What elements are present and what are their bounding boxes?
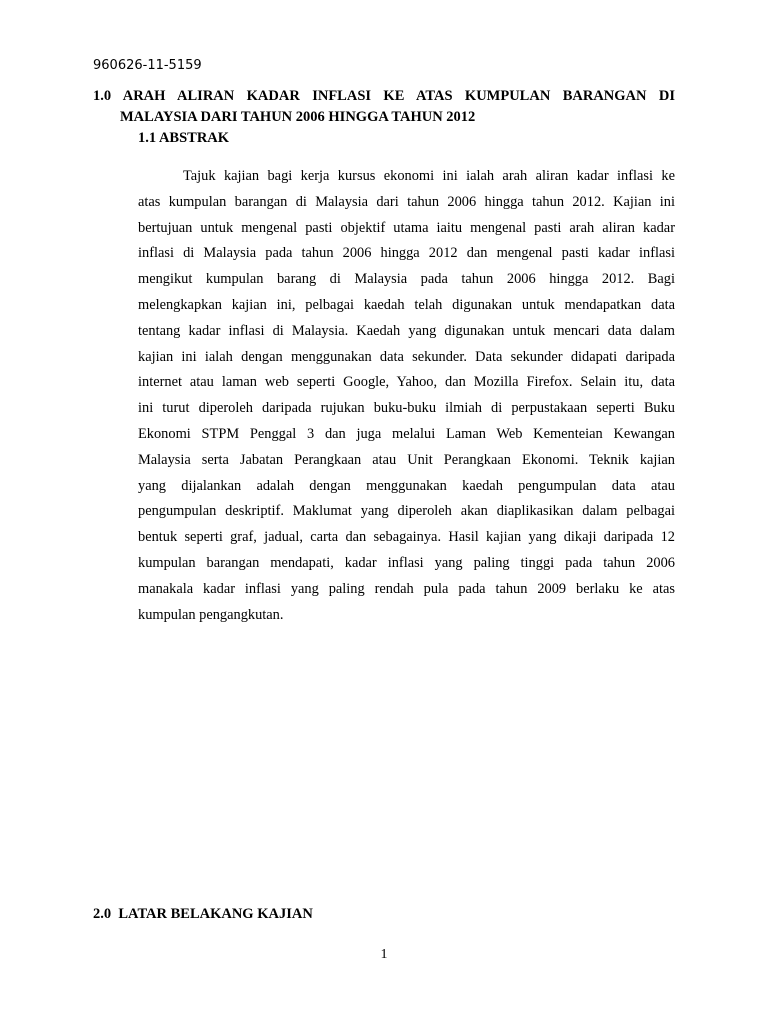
abstract-paragraph xyxy=(138,164,675,628)
student-id: 960626-11-5159 xyxy=(93,58,202,73)
section-1-title-line-2: MALAYSIA DARI TAHUN 2006 HINGGA TAHUN 2012 xyxy=(120,109,476,125)
abstract-line: ini turut diperoleh daripada rujukan buku-buku ilmiah di perpustakaan seperti Buku xyxy=(138,400,675,417)
abstract-line: mengikut kumpulan barang di Malaysia pada tahun 2006 hingga 2012. Bagi xyxy=(138,271,675,288)
section-2-number: 2.0 xyxy=(93,906,112,922)
abstract-line: Tajuk kajian bagi kerja kursus ekonomi ini ialah arah aliran kadar inflasi ke xyxy=(183,168,675,184)
section-2-title: LATAR BELAKANG KAJIAN xyxy=(118,906,313,922)
subsection-number: 1.1 xyxy=(138,130,157,146)
abstract-line: bertujuan untuk mengenal pasti objektif utama iaitu mengenal pasti arah aliran kadar xyxy=(138,219,675,236)
abstract-line: tentang kadar inflasi di Malaysia. Kaedah yang digunakan untuk mencari data dalam xyxy=(138,322,675,339)
abstract-line: internet atau laman web seperti Google, Yahoo, dan Mozilla Firefox. Selain itu, data xyxy=(138,374,675,391)
subsection-title: ABSTRAK xyxy=(158,130,230,146)
page-number: 1 xyxy=(380,947,388,962)
abstract-line: kajian ini ialah dengan menggunakan data sekunder. Data sekunder didapati daripada xyxy=(138,348,675,365)
abstract-line: kumpulan pengangkutan. xyxy=(138,606,284,623)
section-1-number: 1.0 xyxy=(93,88,112,104)
abstract-line: Ekonomi STPM Penggal 3 dan juga melalui Laman Web Kementeian Kewangan xyxy=(138,425,675,442)
section-2-heading xyxy=(93,906,313,923)
abstract-line: inflasi di Malaysia pada tahun 2006 hingga 2012 dan mengenal pasti kadar inflasi xyxy=(138,245,675,262)
section-1-heading-line-1 xyxy=(93,86,675,107)
abstract-line: manakala kadar inflasi yang paling rendah pula pada tahun 2009 berlaku ke atas xyxy=(138,580,675,597)
subsection-1-1-heading xyxy=(138,130,229,147)
abstract-line: Malaysia serta Jabatan Perangkaan atau Unit Perangkaan Ekonomi. Teknik kajian xyxy=(138,451,675,468)
abstract-line: kumpulan barangan mendapati, kadar inflasi yang paling tinggi pada tahun 2006 xyxy=(138,554,675,571)
abstract-line: pengumpulan deskriptif. Maklumat yang diperoleh akan diaplikasikan dalam pelbagai xyxy=(138,503,675,520)
abstract-line: bentuk seperti graf, jadual, carta dan sebagainya. Hasil kajian yang dikaji daripada 12 xyxy=(138,529,675,546)
abstract-line: yang dijalankan adalah dengan menggunakan kaedah pengumpulan data atau xyxy=(138,477,675,494)
abstract-line: melengkapkan kajian ini, pelbagai kaedah telah digunakan untuk mendapatkan data xyxy=(138,296,675,313)
abstract-line: atas kumpulan barangan di Malaysia dari tahun 2006 hingga tahun 2012. Kajian ini xyxy=(138,193,675,210)
section-1-title-line-1: ARAH ALIRAN KADAR INFLASI KE ATAS KUMPULAN BARANGAN DI xyxy=(122,88,675,104)
section-1-heading xyxy=(93,86,675,128)
